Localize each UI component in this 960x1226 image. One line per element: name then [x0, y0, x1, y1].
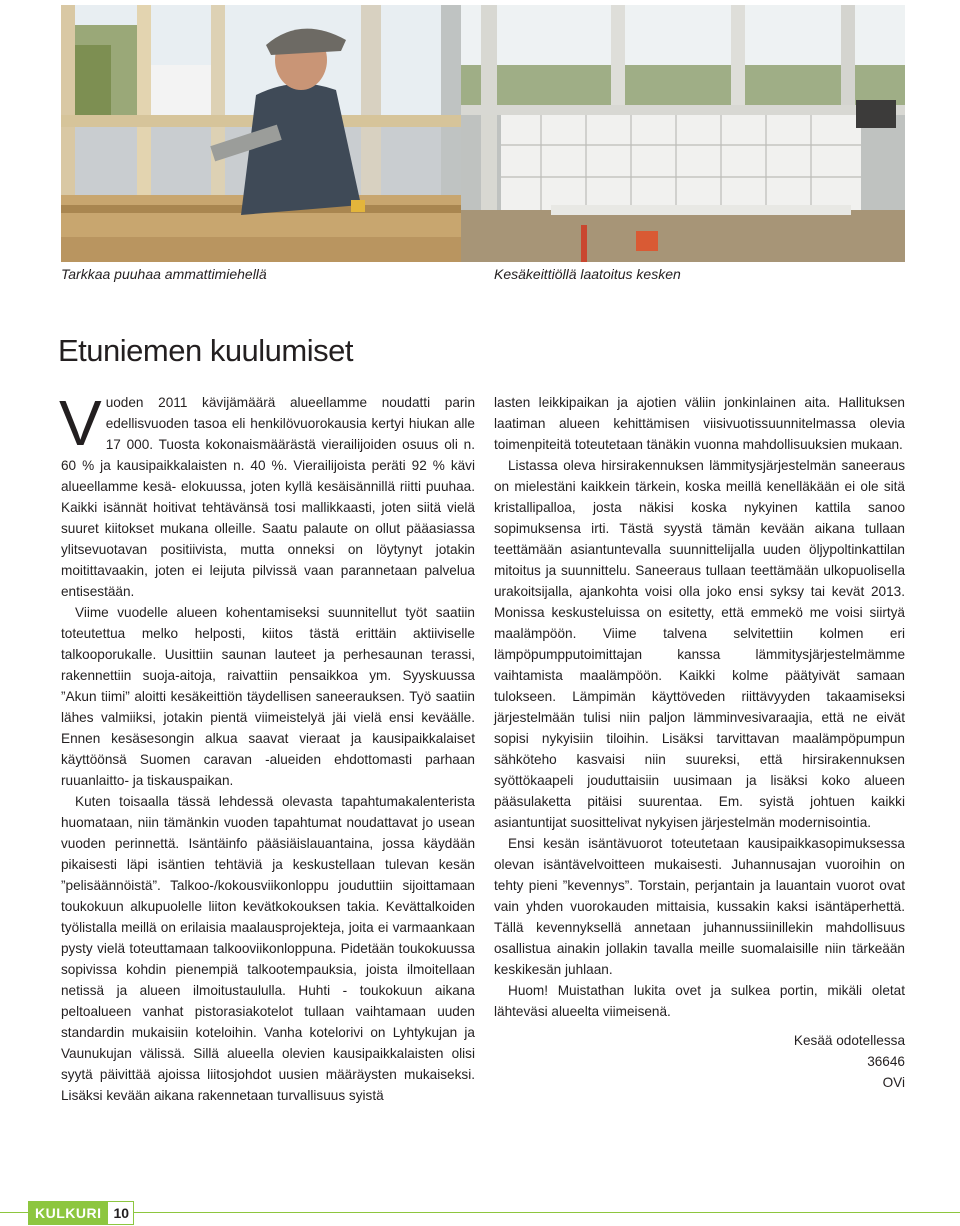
- article-paragraph: Ensi kesän isäntävuorot toteutetaan kausipaikkasopimuksessa olevan isäntävelvoitteen mukaisesti. Juhannusajan vuoroihin on tehty pieni ”kevennys”. Torstain, perjantain ja lauantain vuorot ovat vain yhden vuorokauden mittaisia, kussakin kaksi isäntäperhettä. Tällä kevennyksellä annetaan juhannussiinillekin mahdollisuus osallistua ainakin jollakin tavalla meille suomalaisille niin tärkeään keskikesän juhlaan.: [494, 836, 905, 977]
- paragraph-text: uoden 2011 kävijämäärä alueellamme noudatti parin edellisvuoden tasoa eli henkilövuorokausia kertyi hiukan alle 17 000. Tuosta kokonaismäärästä vierailijoiden osuus oli n. 60 % ja kausipaikkalaisten n. 40 %. Vierailijoista peräti 92 % kävi alueellamme kesä- elokuussa, joten kyllä kesäisännillä riitti puuhaa. Kaikki isännät hoitivat tehtävänsä tosi mallikkaasti, joten siitä vielä suuret kiitokset mukana olleille. Saatu palaute on ollut pääasiassa ylitsevuotavan positiivista, mutta onneksi on löytynyt jotakin moitittavaakin, joten ei leijuta pilvissä vaan parannetaan palvelua entisestään.: [61, 395, 475, 599]
- photo-man-working: [61, 5, 505, 262]
- signature-greeting: Kesää odotellessa: [793, 1033, 905, 1048]
- photo-tiled-kitchen-image: [461, 5, 905, 262]
- article-paragraph: Kuten toisaalla tässä lehdessä olevasta tapahtumakalenterista huomataan, niin tämänkin vuoden tapahtumat noudattavat jo usean vuoden perinnettä. Isäntäinfo pääsiäislauantaina, jossa käydään pikaisesti läpi isäntien tehtäviä ja keskustellaan tulevan kesän ”pelisäännöistä”. Talkoo-/kokousviikonloppu jouduttiin sijoittamaan toukokuun alkupuolelle liiton kevätkokouksen takia. Kevättalkoiden työlistalla meillä on erilaisia maalausprojekteja, joita ei varmaankaan pysty vielä toteuttamaan talkooviikonloppuna. Pidetään toukokuussa sopivissa kohdin pienempiä talkootempauksia, joista ilmoitellaan netissä ja alueen ilmoitustaululla. Huhti - toukokuun aikana peltoalueen vanhat pistorasiakotelot tullaan vaihtamaan uuden standardin mukaisiin koteloihin. Vanha kotelorivi on Lyhtykujan ja Vaunukujan välissä. Sillä alueella olevien kausipaikkalaisten olisi syytä päivittää ajoissa liitosjohdot uusien määräysten mukaiseksi. Lisäksi kevään aikana rakennetaan turvallisuus syistä: [61, 794, 475, 1103]
- photo-tiled-kitchen: [461, 5, 905, 262]
- signature: [494, 1030, 905, 1093]
- drop-cap: V: [59, 387, 102, 459]
- footer-rule: [0, 1212, 960, 1213]
- article-column-left: [59, 387, 475, 1106]
- article-paragraph: Huom! Muistathan lukita ovet ja sulkea portin, mikäli oletat lähteväsi alueelta viimeisenä.: [494, 983, 905, 1019]
- article-column-right: [494, 392, 905, 1093]
- signature-number: 36646: [867, 1054, 905, 1069]
- footer-badge: [28, 1201, 134, 1225]
- magazine-name: KULKURI: [29, 1202, 108, 1224]
- page-number: 10: [113, 1205, 130, 1221]
- article-paragraph: Listassa oleva hirsirakennuksen lämmitysjärjestelmän saneeraus on mielestäni kaikkein tärkein, koska meillä kenelläkään ei ole sitä kristallipalloa, josta näkisi koska nykyinen kattila sanoo sopimuksensa irti. Tästä syystä tämän kevään aikana tullaan teettämään asiantuntevalla suunnittelijalla uuden öljypoltinkattilan mitoitus ja suunnittelu. Saneeraus tullaan teettämään ulkopuolisella urakoitsijalla, ajankohta voisi olla joko ensi syksy tai kevät 2013. Monissa keskusteluissa on esitetty, että emmekö me voisi siirtyä maalämpöön. Viime talvena selvitettiin kolmen eri lämpöpumpputoimittajan kanssa lämmitysjärjestelmämme vaihtamista maalämpöön. Kaikki kolme päätyivät samaan tulokseen. Lämpimän käyttöveden riittävyyden takaamiseksi järjestelmään tulisi niin paljon lämminvesivaraajia, että ne eivät sopisi nykyisiin tiloihin. Lisäksi tarvittavan maalämpöpumpun sähköteho kasvaisi niin suureksi, että hirsirakennuksen syöttökaapeli jouduttaisiin uusimaan ja lisäksi koko alueen pääsulaketta pitäisi suurentaa. Em. syistä johtuen kaikki asiantuntijat suosittelivat nykyisen järjestelmän modernisointia.: [494, 458, 905, 830]
- photo-man-working-image: [61, 5, 505, 262]
- article-paragraph: Viime vuodelle alueen kohentamiseksi suunnitellut työt saatiin toteutettua melko helposti, kiitos tästä erittäin aktiiviselle talkooporukalle. Uusittiin saunan lauteet ja perhesaunan terassi, rakennettiin suoja-aitoja, raivattiin pensaikkoa ym. Syyskuussa ”Akun tiimi” aloitti kesäkeittiön täydellisen saneerauksen. Työ saatiin lähes valmiiksi, jotakin pientä viimeistelyä jäi vielä ensi keväälle. Ennen kesäsesongin alkua saavat vieraat ja kausipaikkalaiset käyttöönsä Suomen caravan -alueiden ehdottomasti parhaan ruuanlaitto- ja tiskauspaikan.: [61, 605, 475, 788]
- photo-caption-right: Kesäkeittiöllä laatoitus kesken: [494, 266, 681, 282]
- article-paragraph: lasten leikkipaikan ja ajotien väliin jonkinlainen aita. Hallituksen laatiman alueen kehittämisen viisivuotissuunnitelmassa olevia toimenpiteitä toteutetaan tänäkin vuonna mahdollisuuksien mukaan.: [494, 395, 905, 452]
- photo-caption-left: Tarkkaa puuhaa ammattimiehellä: [61, 266, 267, 282]
- article-paragraph: [59, 387, 475, 602]
- article-title: Etuniemen kuulumiset: [58, 333, 353, 368]
- signature-initials: OVi: [882, 1075, 905, 1090]
